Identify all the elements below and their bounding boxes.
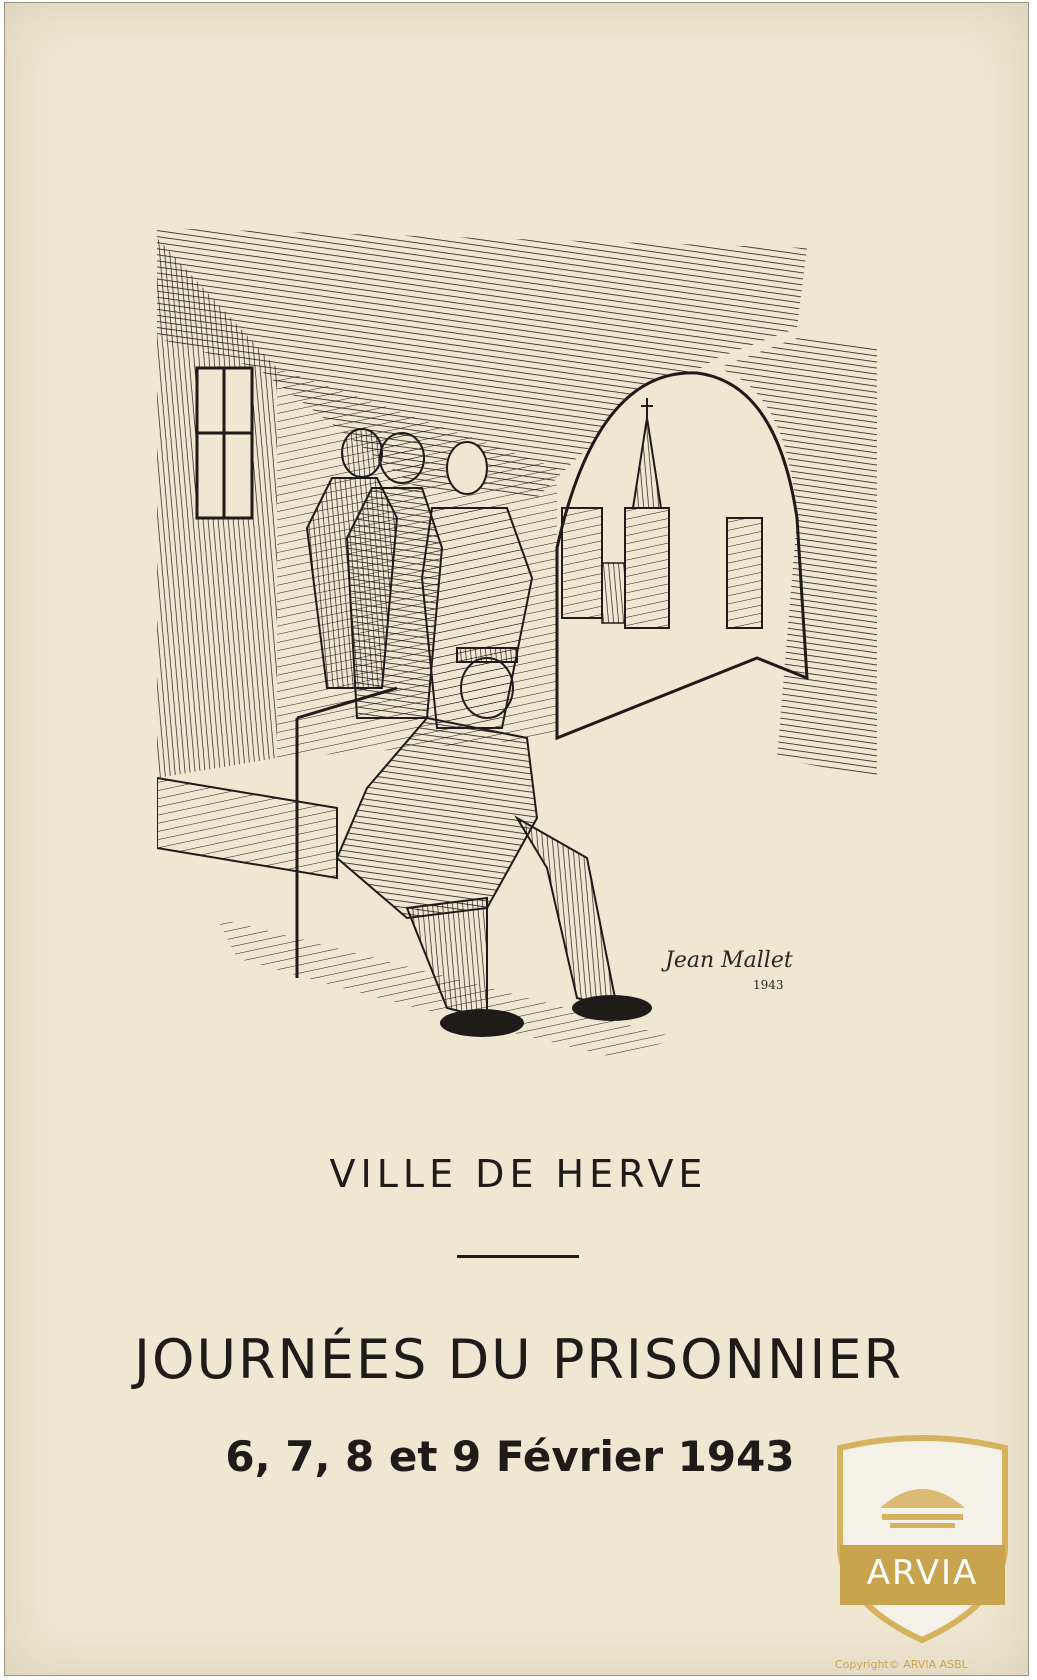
- artist-year: 1943: [753, 978, 784, 992]
- title-divider: [457, 1255, 579, 1258]
- arvia-shield-logo: [830, 1430, 1015, 1645]
- event-dates: 6, 7, 8 et 9 Février 1943: [225, 1432, 795, 1481]
- main-title: JOURNÉES DU PRISONNIER: [134, 1328, 903, 1391]
- copyright-notice: Copyright© ARVIA ASBL: [835, 1658, 968, 1671]
- logo-text: ARVIA: [866, 1553, 979, 1593]
- artist-signature: Jean Mallet: [665, 948, 793, 973]
- city-title: VILLE DE HERVE: [329, 1152, 708, 1196]
- prisoner-day-card: [4, 2, 1029, 1676]
